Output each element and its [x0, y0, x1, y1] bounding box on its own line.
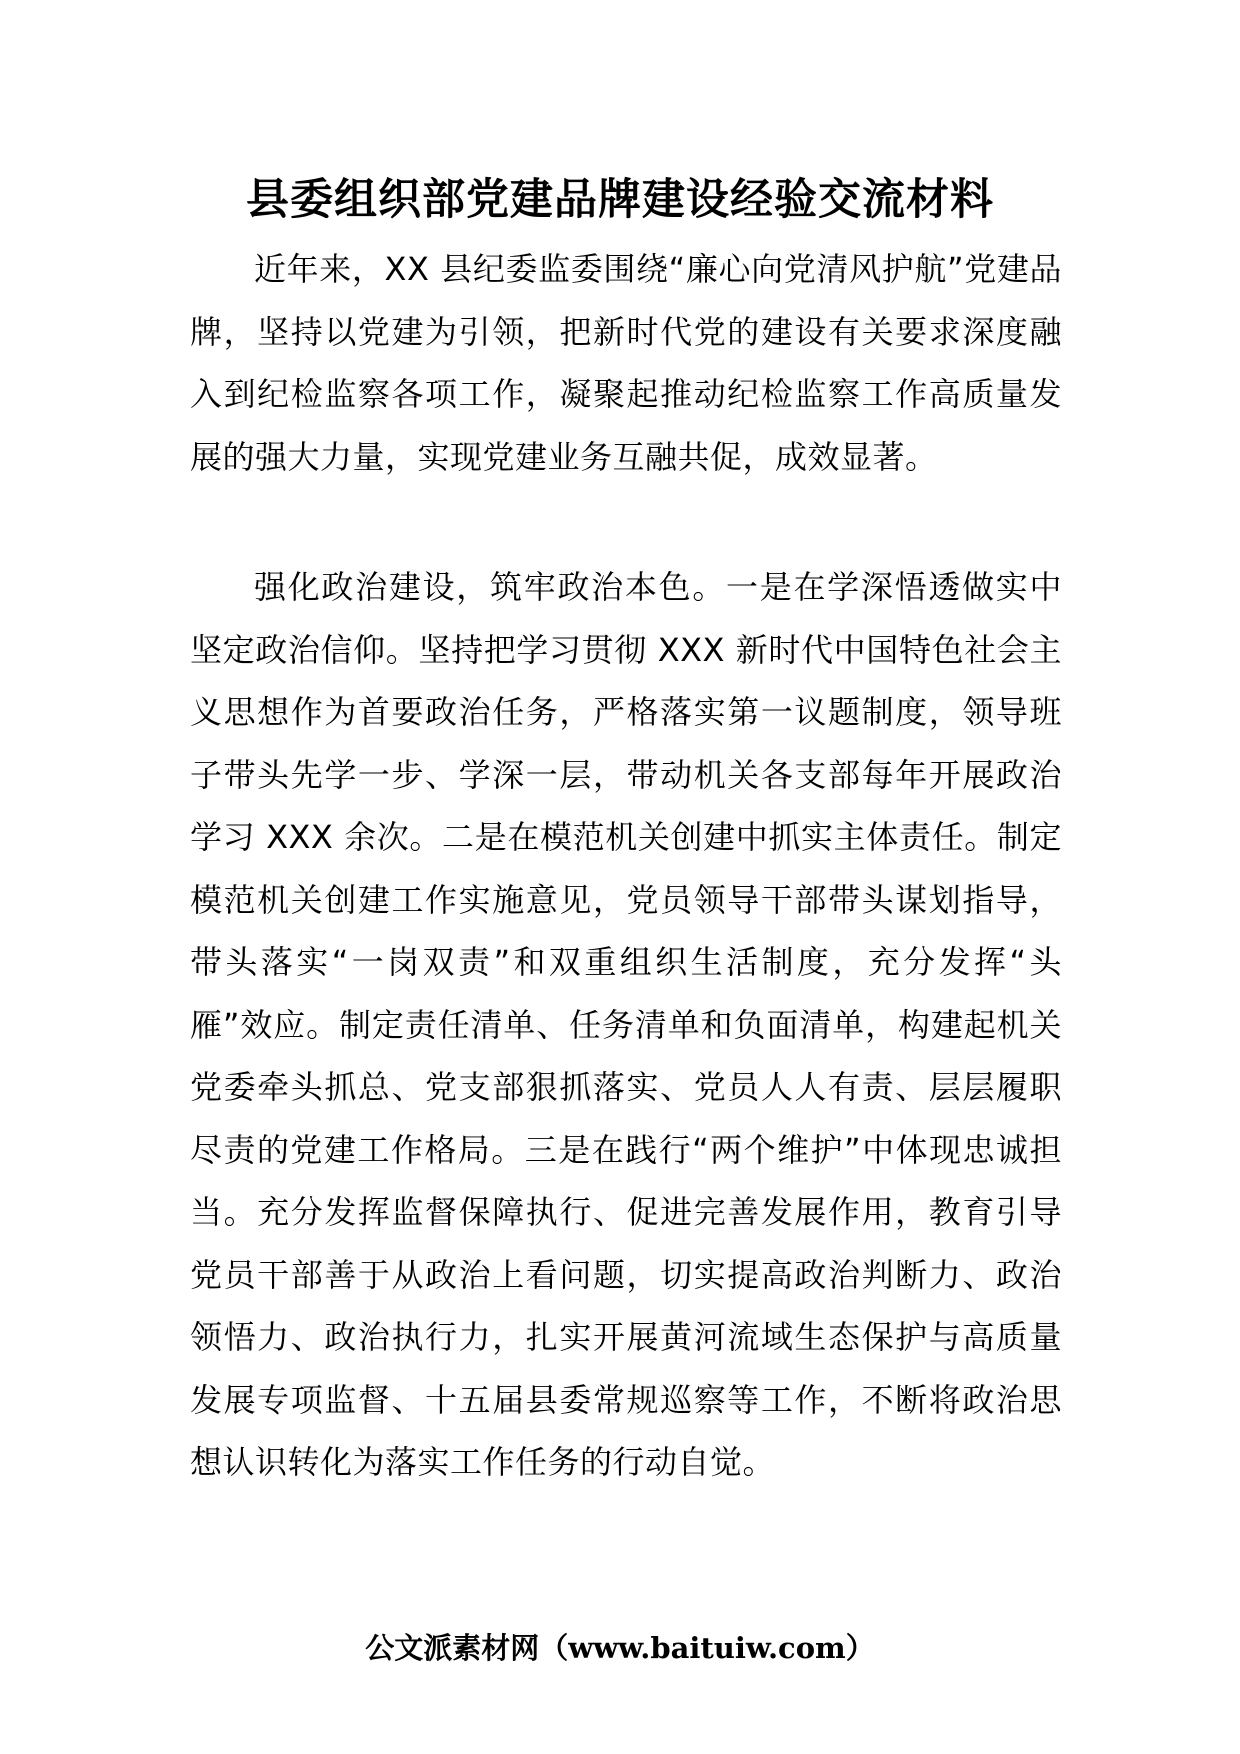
document-title: 县委组织部党建品牌建设经验交流材料 [246, 175, 994, 225]
paragraph-political-construction: 强化政治建设，筑牢政治本色。一是在学深悟透做实中坚定政治信仰。坚持把学习贯彻 XXX 新时代中国特色社会主义思想作为首要政治任务，严格落实第一议题制度，领导班子带头先学一步、学深一层，带动机关各支部每年开展政治学习 XXX 余次。二是在模范机关创建中抓实主体责任。制定模范机关创建工作实施意见，党员领导干部带头谋划指导，带头落实“一岗双责”和双重组织生活制度，充分发挥“头雁”效应。制定责任清单、任务清单和负面清单，构建起机关党委牵头抓总、党支部狠抓落实、党员人人有责、层层履职尽责的党建工作格局。三是在践行“两个维护”中体现忠诚担当。充分发挥监督保障执行、促进完善发展作用，教育引导党员干部善于从政治上看问题，切实提高政治判断力、政治领悟力、政治执行力，扎实开展黄河流域生态保护与高质量发展专项监督、十五届县委常规巡察等工作，不断将政治思想认识转化为落实工作任务的行动自觉。 [190, 568, 1062, 1481]
source-watermark-footer: 公文派素材网（www.baituiw.com） [365, 1631, 875, 1665]
paragraph-intro: 近年来，XX 县纪委监委围绕“廉心向党清风护航”党建品牌，坚持以党建为引领，把新时代党的建设有关要求深度融入到纪检监察各项工作，凝聚起推动纪检监察工作高质量发展的强大力量，实现党建业务互融共促，成效显著。 [190, 250, 1062, 476]
